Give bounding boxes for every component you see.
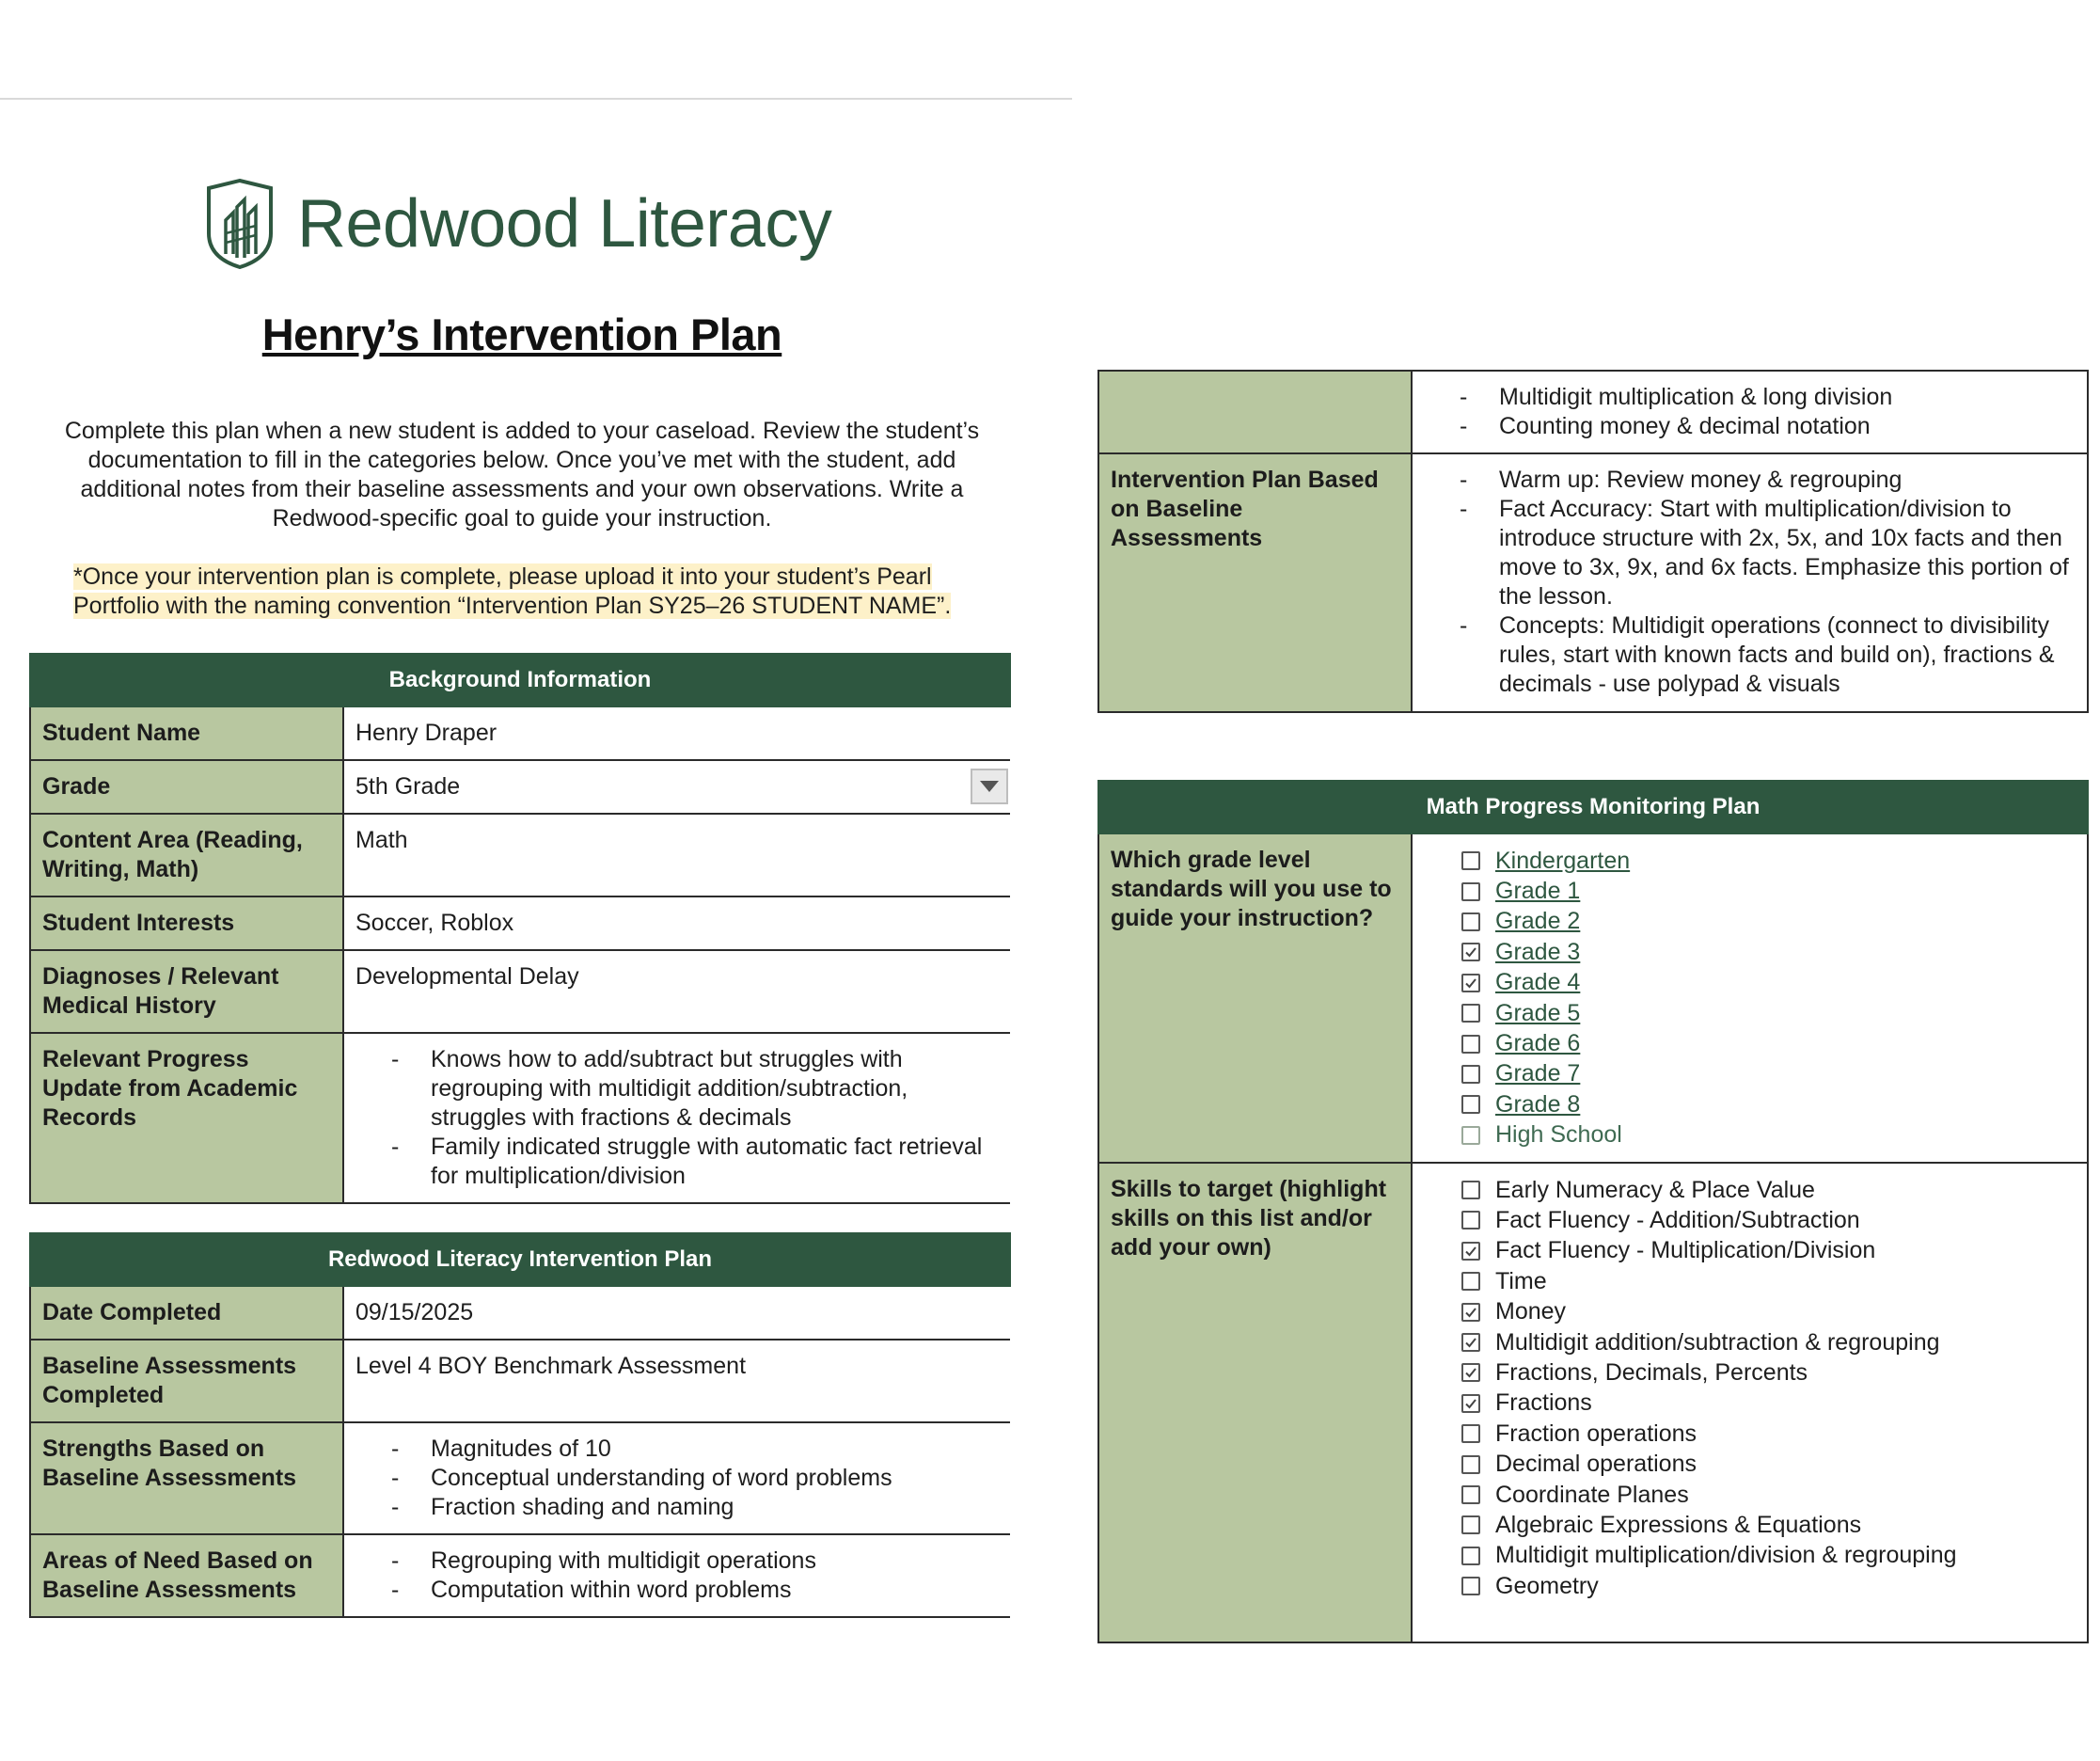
intro-paragraph: Complete this plan when a new student is added to your caseload. Review the student’s documentation to fill in the categories below. Once you’ve met with the student, add additional notes from their baseline assessments and your own observations. Write a Redwood-specific goal to guide your instruction. [64,418,980,531]
student-name-label: Student Name [30,706,343,760]
list-item: - Warm up: Review money & regrouping [1460,466,2076,495]
checkbox-label: Fact Fluency - Multiplication/Division [1495,1237,1876,1264]
standard-link[interactable]: Grade 3 [1495,938,1581,965]
list-item: - Fraction shading and naming [391,1493,999,1522]
needs-value[interactable] [343,1534,1010,1617]
checkbox-option[interactable] [1461,1028,2076,1058]
checkbox-unchecked[interactable] [1461,1515,1480,1534]
checkbox-label: Early Numeracy & Place Value [1495,1176,1815,1203]
strengths-label: Strengths Based on Baseline Assessments [30,1422,343,1534]
checkbox-option[interactable] [1461,1327,2076,1357]
checkbox-label: Multidigit addition/subtraction & regrouping [1495,1328,1940,1356]
standard-link[interactable]: Grade 1 [1495,878,1581,905]
checkbox-option[interactable] [1461,1266,2076,1296]
checkbox-checked[interactable] [1461,1394,1480,1413]
checkbox-option[interactable] [1461,968,2076,998]
upload-note [73,563,974,621]
checkmark-icon [1464,1245,1477,1258]
checkbox-checked[interactable] [1461,1303,1480,1322]
intervention-value[interactable] [1412,453,2088,712]
checkbox-unchecked[interactable] [1461,1065,1480,1084]
grade-select[interactable] [343,760,1010,814]
skills-label: Skills to target (highlight skills on this list and/or add your own) [1098,1163,1412,1642]
logo [205,179,831,269]
checkbox-option[interactable] [1461,1449,2076,1479]
intervention-plan-table [29,1232,1011,1618]
continued-table [1097,370,2089,713]
checkbox-option[interactable] [1461,1357,2076,1388]
checkbox-checked[interactable] [1461,1333,1480,1352]
chevron-down-icon [980,781,999,792]
checkbox-option[interactable] [1461,1388,2076,1419]
content-area-label: Content Area (Reading, Writing, Math) [30,814,343,896]
list-item: - Fact Accuracy: Start with multiplication/division to introduce structure with 2x, 5x, and 10x facts and then move to 3x, 9x, and 6x facts. Emphasize this portion of the lesson. [1460,495,2076,611]
list-item: - Knows how to add/subtract but struggles with regrouping with multidigit addition/subtraction, struggles with fractions & decimals [391,1045,999,1133]
strengths-value[interactable] [343,1422,1010,1534]
checkmark-icon [1464,945,1477,959]
intervention-list [1424,466,2076,699]
checkbox-unchecked[interactable] [1461,1455,1480,1474]
progress-list [355,1045,999,1191]
top-divider [0,98,1072,100]
diagnoses-value[interactable]: Developmental Delay [343,950,1010,1033]
checkbox-option[interactable] [1461,876,2076,906]
checkbox-unchecked[interactable] [1461,1547,1480,1565]
checkbox-unchecked[interactable] [1461,1272,1480,1291]
checkbox-label: Fractions [1495,1389,1592,1417]
standard-link[interactable]: Grade 8 [1495,1090,1581,1118]
list-item: - Concepts: Multidigit operations (connect to divisibility rules, start with known facts and build on), fractions & decimals - use polypad & visuals [1460,611,2076,699]
checkbox-label: Money [1495,1298,1567,1325]
checkbox-option[interactable] [1461,937,2076,967]
checkmark-icon [1464,1336,1477,1349]
checkbox-label: Multidigit multiplication/division & regrouping [1495,1542,1957,1569]
interests-value[interactable]: Soccer, Roblox [343,896,1010,950]
checkbox-option[interactable] [1461,1480,2076,1510]
standards-checklist [1424,846,2076,1150]
checkbox-unchecked[interactable] [1461,1095,1480,1114]
checkbox-unchecked[interactable] [1461,882,1480,901]
list-item: - Regrouping with multidigit operations [391,1547,999,1576]
needs-continued-value[interactable] [1412,371,2088,453]
checkbox-label: Fraction operations [1495,1420,1697,1447]
standards-label: Which grade level standards will you use to guide your instruction? [1098,833,1412,1163]
checkbox-label: Algebraic Expressions & Equations [1495,1511,1862,1538]
checkbox-unchecked[interactable] [1461,912,1480,931]
checkbox-unchecked[interactable] [1461,1035,1480,1054]
skills-checklist [1424,1175,2076,1601]
checkbox-label: Fractions, Decimals, Percents [1495,1358,1808,1386]
skills-value [1412,1163,2088,1642]
checkbox-checked[interactable] [1461,1363,1480,1382]
logo-text: Redwood Literacy [297,186,832,262]
plan-header: Redwood Literacy Intervention Plan [30,1233,1010,1286]
checkbox-unchecked[interactable] [1461,1485,1480,1504]
progress-value[interactable] [343,1033,1010,1203]
checkbox-option[interactable] [1461,1089,2076,1119]
checkbox-label: Coordinate Planes [1495,1481,1689,1508]
checkbox-checked[interactable] [1461,943,1480,961]
list-item: - Computation within word problems [391,1576,999,1605]
monitoring-table [1097,780,2089,1643]
needs-label: Areas of Need Based on Baseline Assessments [30,1534,343,1617]
checkbox-option[interactable] [1461,907,2076,937]
standard-link[interactable]: Grade 7 [1495,1060,1581,1087]
date-value[interactable]: 09/15/2025 [343,1286,1010,1340]
checkbox-option[interactable] [1461,1236,2076,1266]
checkbox-label: Decimal operations [1495,1451,1697,1478]
standards-value [1412,833,2088,1163]
list-item: - Multidigit multiplication & long division [1460,383,2076,412]
checkbox-label: High School [1495,1121,1622,1149]
checkbox-option[interactable] [1461,1510,2076,1540]
list-item: - Family indicated struggle with automatic fact retrieval for multiplication/division [391,1133,999,1191]
checkbox-option[interactable] [1461,1175,2076,1205]
needs-continued-list [1424,383,2076,441]
checkbox-option[interactable] [1461,1059,2076,1089]
baseline-value[interactable]: Level 4 BOY Benchmark Assessment [343,1340,1010,1422]
strengths-list [355,1435,999,1522]
checkbox-unchecked[interactable] [1461,1004,1480,1023]
diagnoses-label: Diagnoses / Relevant Medical History [30,950,343,1033]
checkbox-option[interactable] [1461,1541,2076,1571]
continued-label-cell [1098,371,1412,453]
checkbox-option[interactable] [1461,1296,2076,1326]
checkmark-icon [1464,976,1477,990]
needs-list [355,1547,999,1605]
page-title: Henry’s Intervention Plan [261,309,782,359]
content-area-value[interactable]: Math [343,814,1010,896]
checkbox-label: Fact Fluency - Addition/Subtraction [1495,1206,1860,1233]
list-item: - Conceptual understanding of word problems [391,1464,999,1493]
redwood-logo-icon [205,179,275,269]
checkbox-unchecked[interactable] [1461,1181,1480,1199]
checkmark-icon [1464,1397,1477,1410]
checkmark-icon [1464,1306,1477,1319]
checkmark-icon [1464,1366,1477,1379]
checkbox-option[interactable] [1461,1205,2076,1235]
checkbox-label: Time [1495,1267,1547,1294]
checkbox-option[interactable] [1461,846,2076,876]
checkbox-checked[interactable] [1461,974,1480,992]
background-header: Background Information [30,654,1010,706]
student-name-value[interactable]: Henry Draper [343,706,1010,760]
checkbox-label: Geometry [1495,1572,1599,1599]
list-item: - Counting money & decimal notation [1460,412,2076,441]
checkbox-option[interactable] [1461,1120,2076,1150]
grade-label: Grade [30,760,343,814]
grade-value: 5th Grade [355,773,461,800]
upload-note-text: *Once your intervention plan is complete, please upload it into your student’s Pearl Portfolio with the naming convention “Intervention Plan SY25–26 STUDENT NAME”. [73,563,952,619]
checkbox-unchecked[interactable] [1461,1424,1480,1443]
checkbox-unchecked[interactable] [1461,1126,1480,1145]
checkbox-checked[interactable] [1461,1242,1480,1261]
list-item: - Magnitudes of 10 [391,1435,999,1464]
checkbox-unchecked[interactable] [1461,1211,1480,1230]
grade-dropdown-button[interactable] [971,769,1008,804]
standard-link[interactable]: Grade 2 [1495,908,1581,935]
background-table [29,653,1011,1204]
checkbox-option[interactable] [1461,1419,2076,1449]
monitoring-header: Math Progress Monitoring Plan [1098,781,2088,833]
standard-link[interactable]: Grade 4 [1495,969,1581,996]
checkbox-option[interactable] [1461,998,2076,1028]
checkbox-option[interactable] [1461,1571,2076,1601]
checkbox-unchecked[interactable] [1461,1577,1480,1595]
checkbox-unchecked[interactable] [1461,851,1480,870]
standard-link[interactable]: Grade 6 [1495,1030,1581,1057]
standard-link[interactable]: Kindergarten [1495,847,1631,874]
standard-link[interactable]: Grade 5 [1495,999,1581,1026]
intervention-label: Intervention Plan Based on Baseline Assessments [1098,453,1412,712]
baseline-label: Baseline Assessments Completed [30,1340,343,1422]
progress-label: Relevant Progress Update from Academic Records [30,1033,343,1203]
date-label: Date Completed [30,1286,343,1340]
interests-label: Student Interests [30,896,343,950]
